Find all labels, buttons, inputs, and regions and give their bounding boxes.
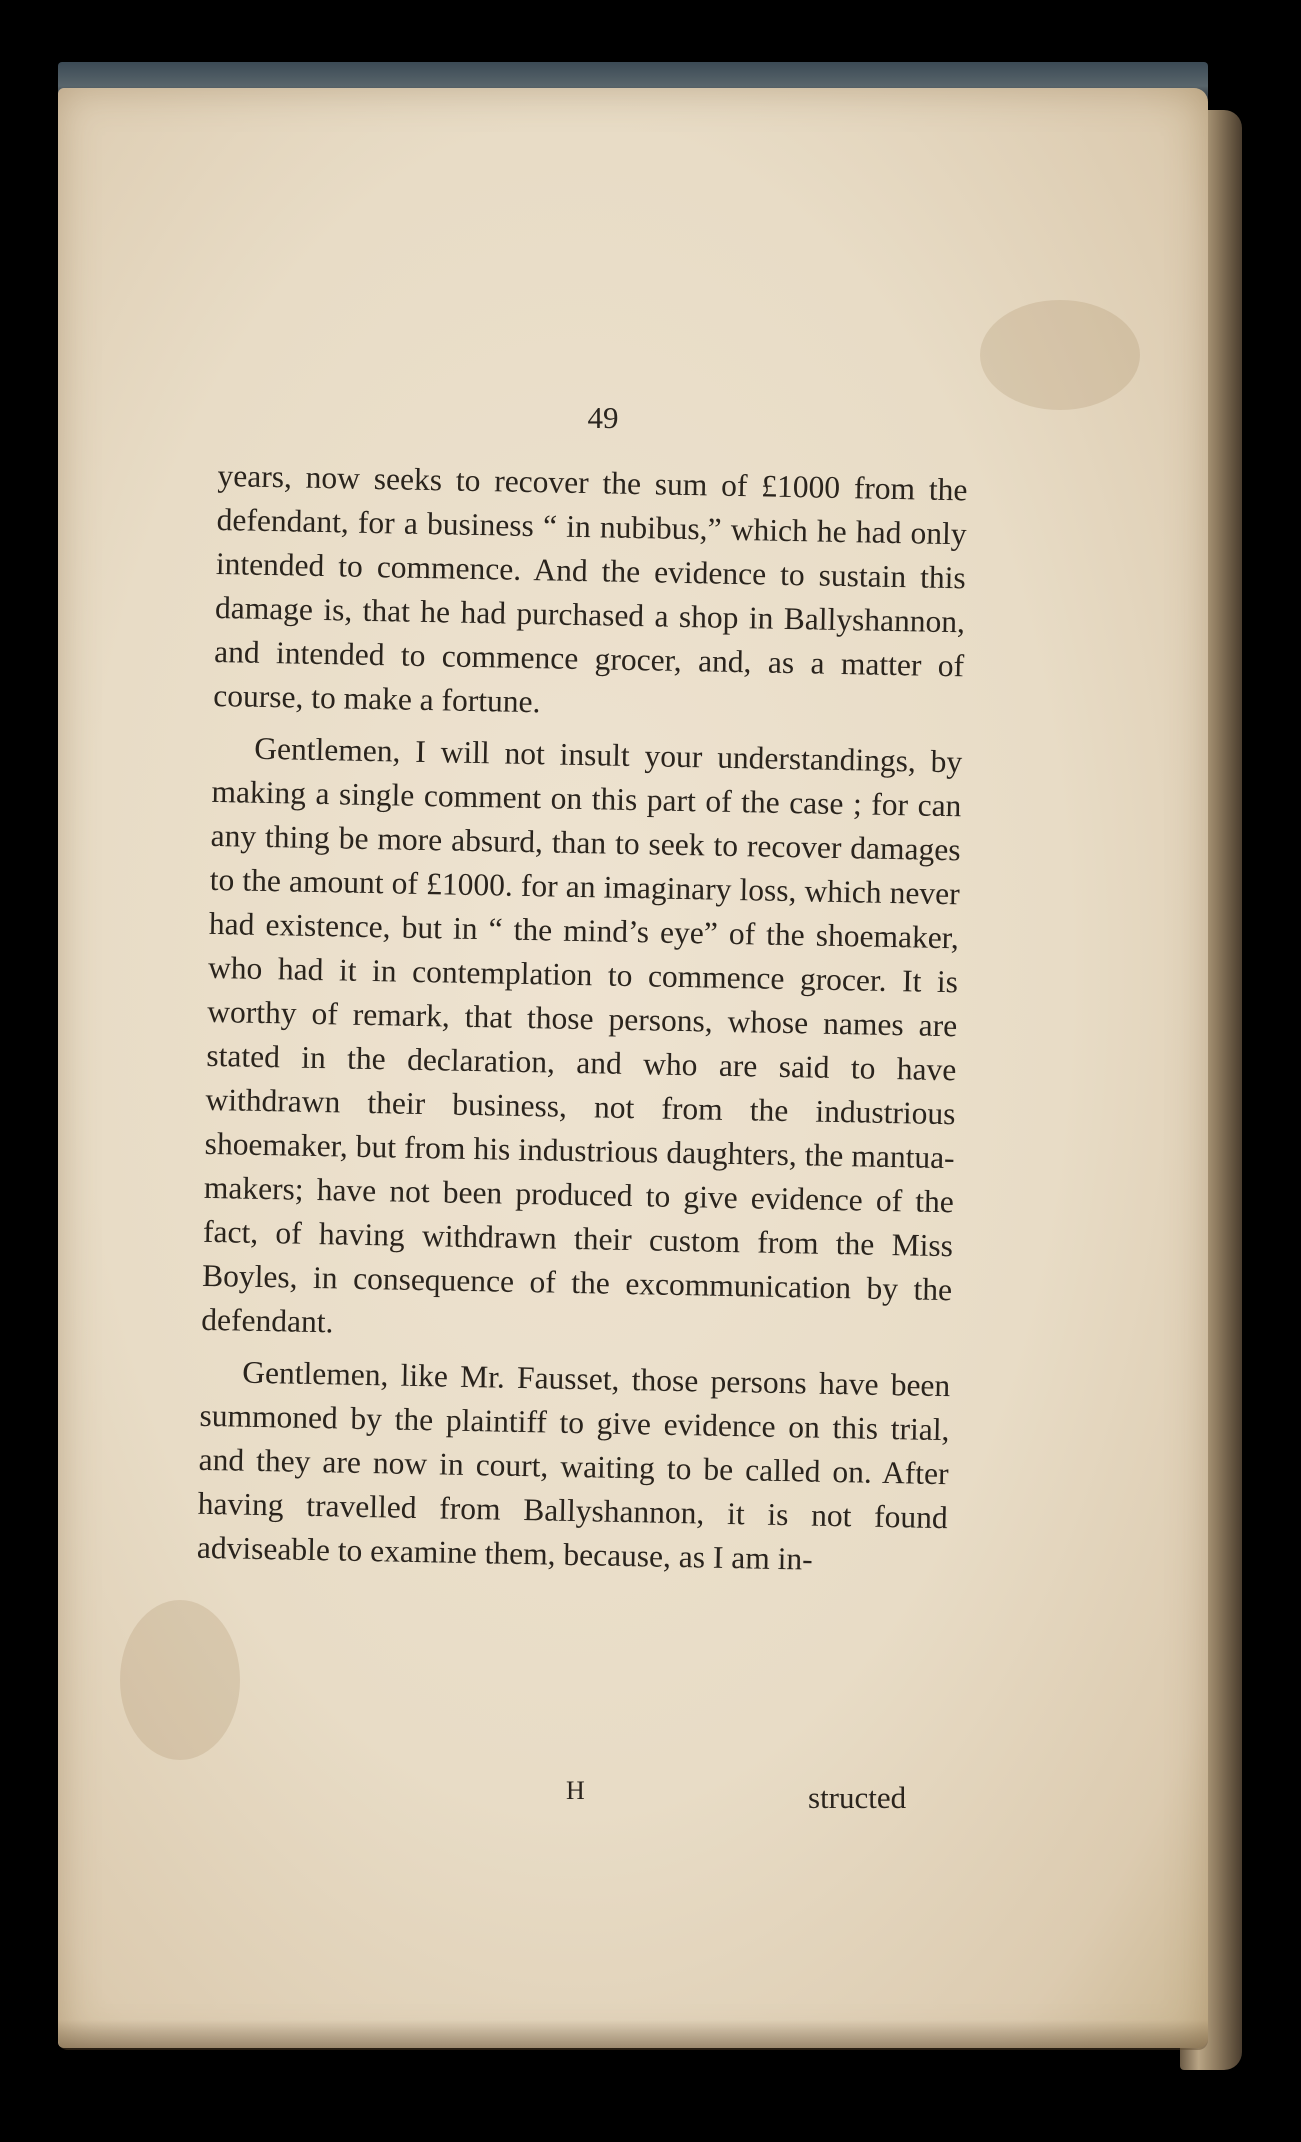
paper-stain xyxy=(120,1600,240,1760)
paragraph: years, now seeks to recover the sum of £1000 from the defendant, for a business “ in nubibus,” which he had only intended to commence. And the evidence to sustain this damage is, that he had purchased a shop in Ballyshannon, and intended to commence grocer, and, as a matter of course, to make a fortune. xyxy=(213,457,968,720)
signature-mark: H xyxy=(566,1776,585,1805)
catchword: structed xyxy=(808,1780,907,1815)
body-text xyxy=(197,454,968,1584)
paper-stain xyxy=(980,300,1140,410)
page-number: 49 xyxy=(587,400,619,435)
paragraph: Gentlemen, like Mr. Fausset, those persons have been summoned by the plaintiff to give evidence on this trial, and they are now in court, waiting to be called on. After having travelled from Ballyshannon, it is not found adviseable to examine them, because, as I am in- xyxy=(196,1354,951,1577)
page-bottom-shadow xyxy=(58,2020,1208,2050)
paragraph: Gentlemen, I will not insult your understandings, by making a single comment on this part of the case ; for can any thing be more absurd, than to seek to recover damages to the amount of £1000. for an imaginary loss, which never had existence, but in “ the mind’s eye” of the shoemaker, who had it in contemplation to commence grocer. It is worthy of remark, that those persons, whose names are stated in the declaration, and who are said to have withdrawn their business, not from the industrious shoemaker, but from his industrious daughters, the mantua-makers; have not been produced to give evidence of the fact, of having withdrawn their custom from the Miss Boyles, in consequence of the excommunication by the defendant. xyxy=(201,730,963,1340)
